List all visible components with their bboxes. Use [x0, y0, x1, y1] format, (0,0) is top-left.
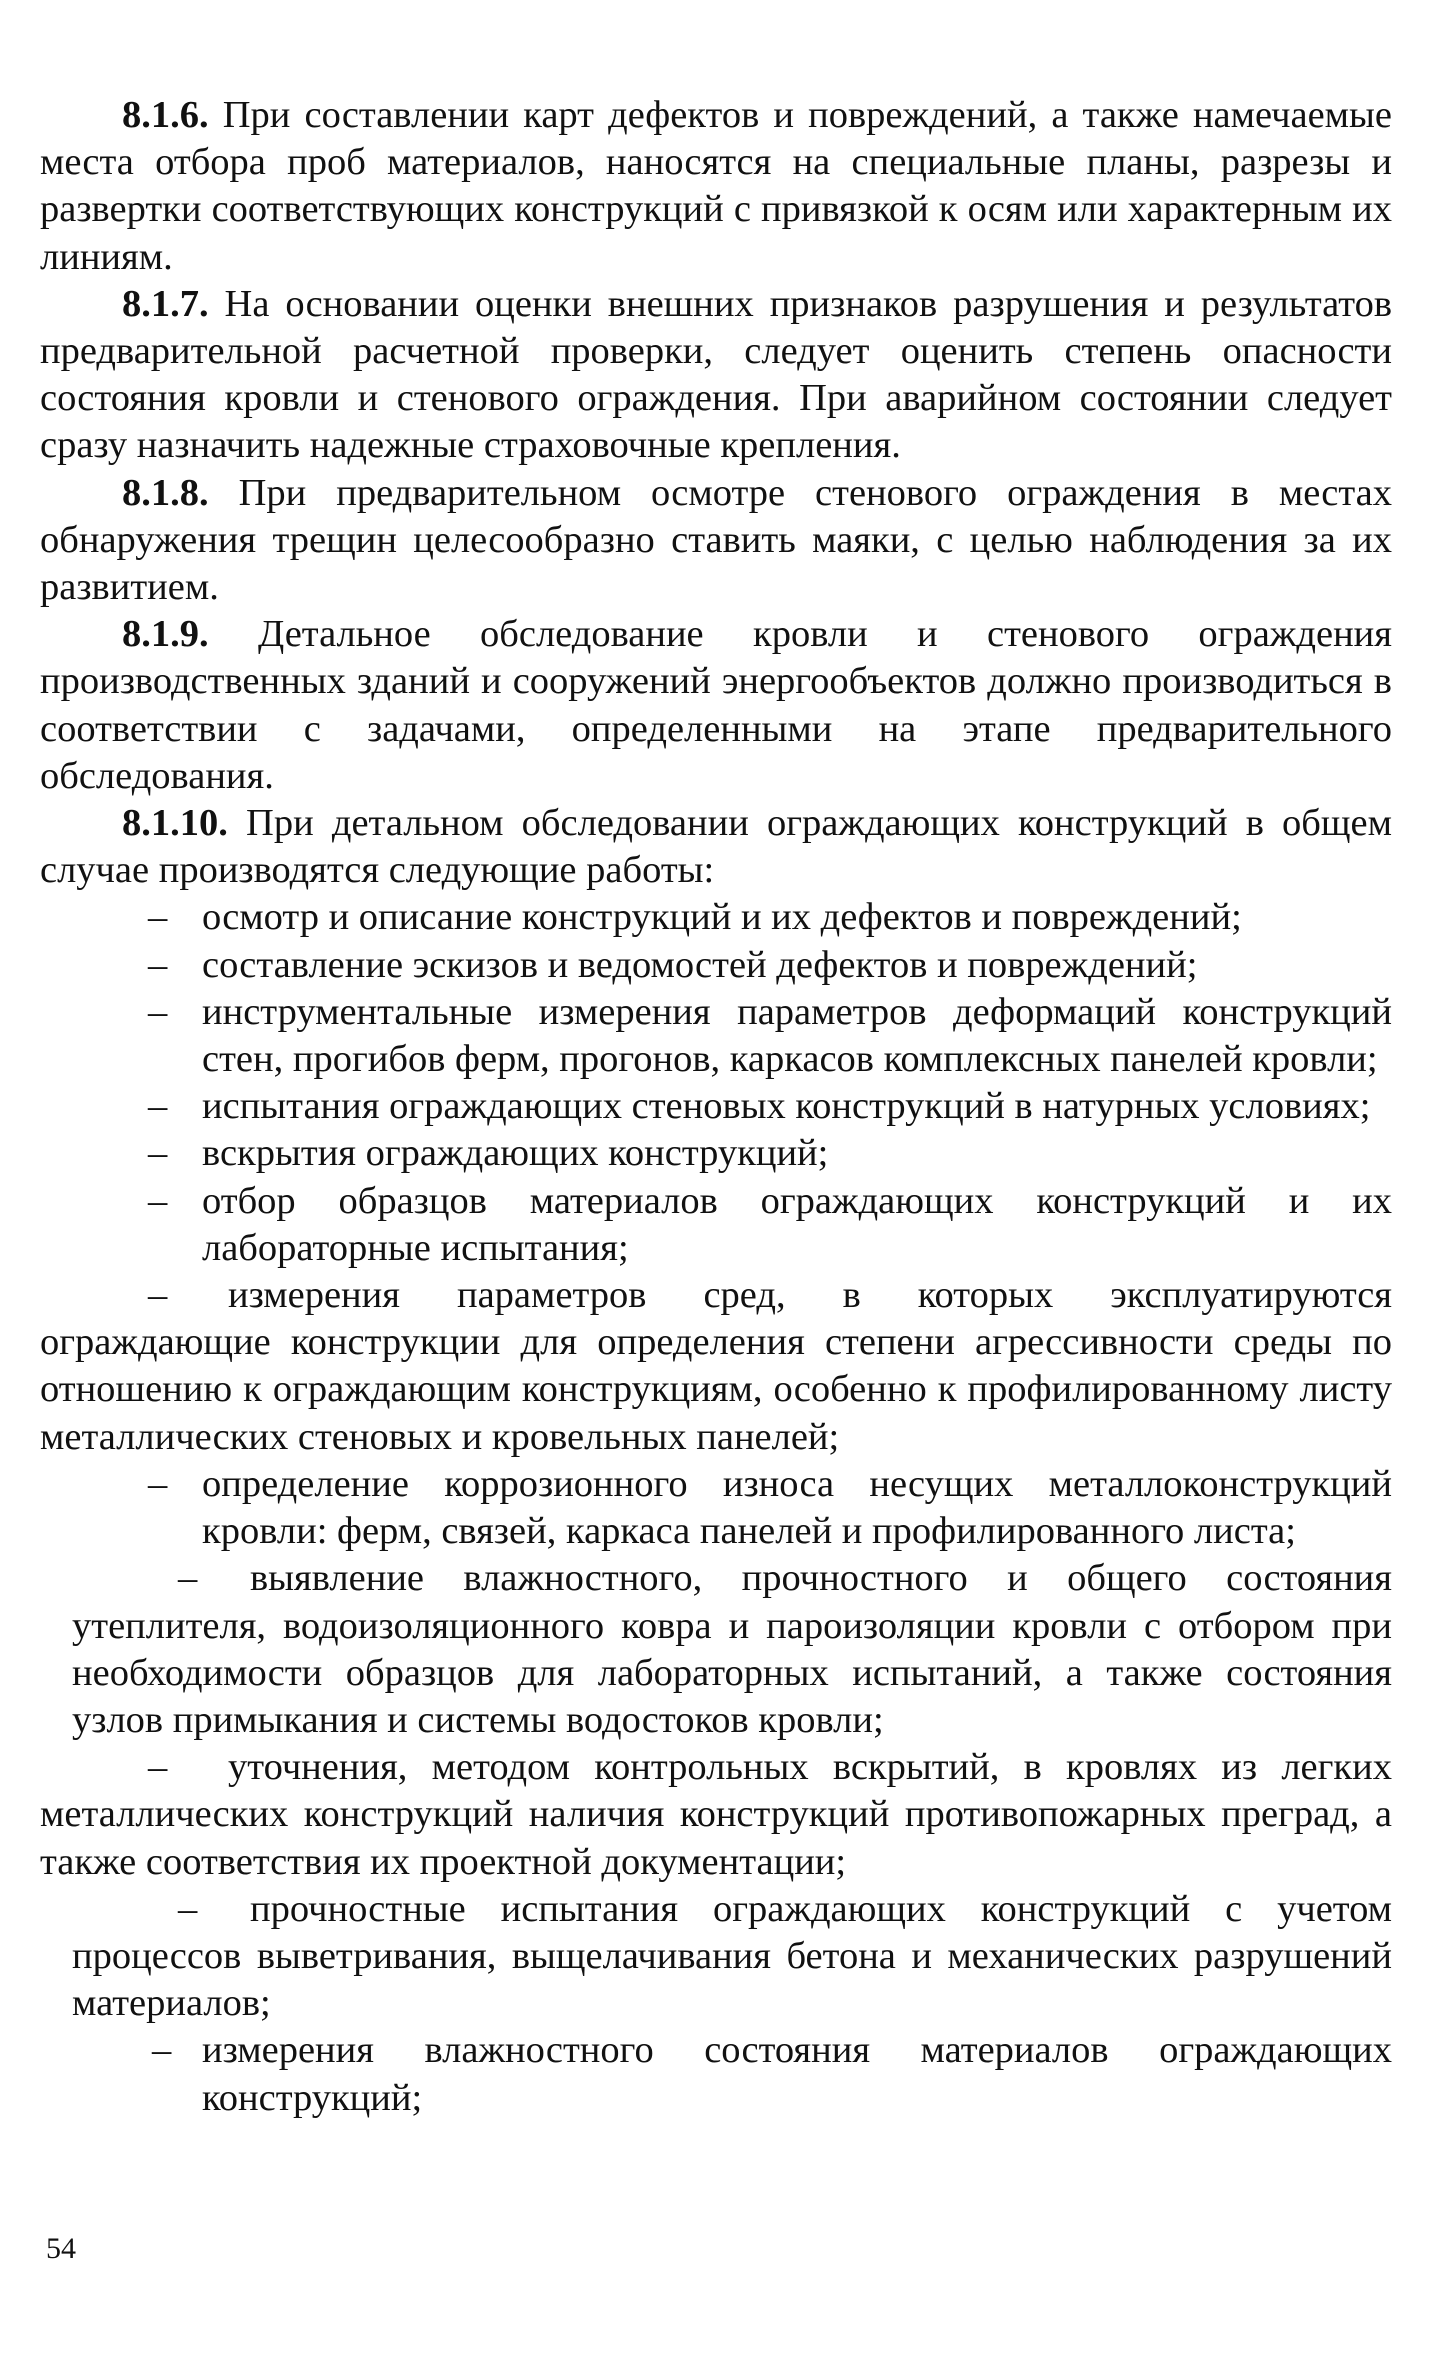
list-item	[40, 1272, 1392, 1461]
section-number: 8.1.7.	[122, 282, 209, 325]
list-item-text: инструментальные измерения параметров деформаций конструкций стен, прогибов ферм, прогонов, каркасов комплексных панелей кровли;	[202, 990, 1392, 1081]
list-item	[40, 1083, 1392, 1130]
list-item-text: вскрытия ограждающих конструкций;	[202, 1132, 829, 1175]
list-item	[40, 989, 1392, 1083]
dash-bullet: –	[148, 943, 168, 986]
list-item	[40, 1178, 1392, 1272]
paragraph-8-1-10	[40, 800, 1392, 894]
paragraph-8-1-8	[40, 470, 1392, 612]
paragraph-text: При предварительном осмотре стенового ограждения в местах обнаружения трещин целесообразно ставить маяки, с целью наблюдения за их развитием.	[40, 471, 1392, 609]
list-item	[40, 2027, 1392, 2121]
dash-bullet: –	[148, 896, 168, 939]
section-number: 8.1.8.	[122, 471, 209, 514]
list-item	[40, 1886, 1392, 2028]
list-item	[40, 1130, 1392, 1177]
dash-bullet: –	[148, 1132, 168, 1175]
dash-bullet: –	[148, 1746, 168, 1789]
dash-bullet: –	[152, 2029, 172, 2072]
dash-bullet: –	[148, 1462, 168, 1505]
list-item	[40, 894, 1392, 941]
paragraph-text: При составлении карт дефектов и повреждений, а также намечаемые места отбора проб материалов, наносятся на специальные планы, разрезы и развертки соответствующих конструкций с привязкой к осям или характерным их линиям.	[40, 94, 1392, 278]
document-page	[40, 92, 1392, 2122]
list-item-text: измерения параметров сред, в которых эксплуатируются ограждающие конструкции для определения степени агрессивности среды по отношению к ограждающим конструкциям, особенно к профилированному листу металлических стеновых и кровельных панелей;	[40, 1274, 1392, 1458]
dash-bullet: –	[178, 1887, 198, 1930]
paragraph-text: Детальное обследование кровли и стенового ограждения производственных зданий и сооружений энергообъектов должно производиться в соответствии с задачами, определенными на этапе предварительного обследования.	[40, 613, 1392, 797]
list-item-text: отбор образцов материалов ограждающих конструкций и их лабораторные испытания;	[202, 1179, 1392, 1269]
list-item-text: прочностные испытания ограждающих конструкций с учетом процессов выветривания, выщелачивания бетона и механических разрушений материалов;	[72, 1887, 1392, 2025]
list-item	[40, 1555, 1392, 1744]
list-item-text: составление эскизов и ведомостей дефектов и повреждений;	[202, 943, 1198, 986]
list-item-text: осмотр и описание конструкций и их дефектов и повреждений;	[202, 896, 1242, 939]
paragraph-8-1-7	[40, 281, 1392, 470]
dash-bullet: –	[178, 1557, 198, 1600]
list-item-text: выявление влажностного, прочностного и общего состояния утеплителя, водоизоляционного ковра и пароизоляции кровли с отбором при необходимости образцов для лабораторных испытаний, а также состояния узлов примыкания и системы водостоков кровли;	[72, 1557, 1392, 1741]
list-item	[40, 1744, 1392, 1886]
paragraph-8-1-9	[40, 611, 1392, 800]
paragraph-text: При детальном обследовании ограждающих конструкций в общем случае производятся следующие работы:	[40, 802, 1392, 892]
list-item-text: измерения влажностного состояния материалов ограждающих конструкций;	[202, 2029, 1392, 2119]
section-number: 8.1.9.	[122, 613, 209, 656]
paragraph-8-1-6	[40, 92, 1392, 281]
dash-bullet: –	[148, 1274, 168, 1317]
list-item-text: испытания ограждающих стеновых конструкций в натурных условиях;	[202, 1085, 1371, 1128]
list-item	[40, 1461, 1392, 1555]
list-item	[40, 942, 1392, 989]
section-number: 8.1.6.	[122, 94, 209, 136]
dash-bullet: –	[148, 1179, 168, 1222]
paragraph-text: На основании оценки внешних признаков разрушения и результатов предварительной расчетной проверки, следует оценить степень опасности состояния кровли и стенового ограждения. При аварийном состоянии следует сразу назначить надежные страховочные крепления.	[40, 282, 1392, 467]
section-number: 8.1.10.	[122, 802, 228, 845]
list-item-text: уточнения, методом контрольных вскрытий, в кровлях из легких металлических конструкций наличия конструкций противопожарных преград, а также соответствия их проектной документации;	[40, 1746, 1392, 1883]
dash-bullet: –	[148, 1085, 168, 1128]
page-number: 54	[46, 2232, 76, 2265]
list-item-text: определение коррозионного износа несущих металлоконструкций кровли: ферм, связей, каркаса панелей и профилированного листа;	[202, 1462, 1392, 1553]
dash-bullet: –	[148, 990, 168, 1033]
